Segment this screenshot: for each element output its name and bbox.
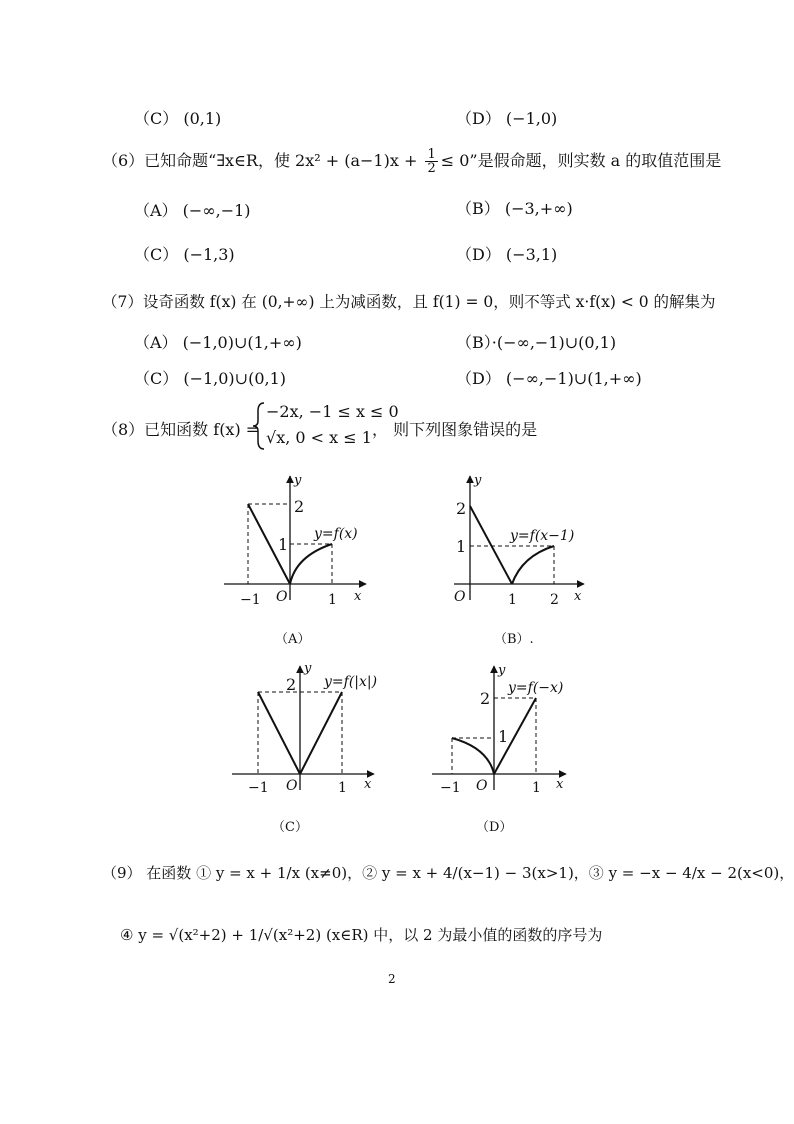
- q6-option-d: （D） (−3,1): [456, 245, 558, 264]
- graph-c-caption: （C）: [272, 820, 308, 835]
- graph-c: [228, 662, 378, 802]
- q9-stem-line-1: （9） 在函数 ① y = x + 1/x (x≠0)，② y = x + 4/(x−1) − 3(x>1)，③ y = −x − 4/x − 2(x<0)，: [102, 864, 794, 882]
- graph-a-tick: −1: [240, 592, 261, 608]
- graph-d-x-label: x: [556, 777, 564, 792]
- graph-a-function-label: y=f(x): [314, 526, 358, 542]
- graph-a-origin: O: [276, 589, 288, 605]
- graph-c-tick: 2: [286, 675, 297, 694]
- q7-option-c: （C） (−1,0)∪(0,1): [134, 369, 287, 388]
- graph-b: [450, 470, 590, 610]
- graph-d: [428, 662, 578, 802]
- graph-b-curve-right: [512, 546, 554, 584]
- graph-b-y-label: y: [474, 473, 482, 488]
- q6-frac-num: 1: [427, 147, 436, 162]
- graph-d-function-label: y=f(−x): [508, 680, 564, 696]
- graph-c-x-label: x: [364, 777, 372, 792]
- graph-b-tick: 2: [550, 592, 559, 608]
- q8-piece-1: −2x, −1 ≤ x ≤ 0: [266, 402, 399, 421]
- graph-c-tick: −1: [248, 780, 269, 796]
- q5-option-c: （C） (0,1): [134, 109, 222, 128]
- graph-d-tick: 2: [480, 689, 491, 708]
- graph-a-tick: 1: [278, 535, 289, 554]
- graph-d-curve-left: [452, 738, 494, 774]
- q6-frac-den: 2: [427, 161, 436, 176]
- graph-c-curve-right: [300, 692, 342, 774]
- q6-stem-part-a: （6）已知命题“∃x∈R，使 2x² + (a−1)x +: [102, 151, 423, 170]
- graph-b-x-label: x: [574, 589, 582, 604]
- q7-stem: （7）设奇函数 f(x) 在 (0,+∞) 上为减函数，且 f(1) = 0，则不等式 x·f(x) < 0 的解集为: [102, 293, 716, 311]
- graph-b-function-label: y=f(x−1): [510, 528, 575, 544]
- graph-b-tick: 2: [456, 499, 467, 518]
- q6-stem-part-b: ≤ 0”是假命题，则实数 a 的取值范围是: [440, 151, 722, 170]
- graph-c-origin: O: [286, 778, 298, 794]
- graph-b-tick: 1: [456, 537, 467, 556]
- graph-d-origin: O: [476, 778, 488, 794]
- q6-fraction: [425, 148, 437, 175]
- graph-d-caption: （D）: [476, 820, 513, 835]
- q6-stem: [102, 148, 721, 175]
- q6-option-a: （A） (−∞,−1): [134, 201, 251, 220]
- page-number: 2: [388, 972, 396, 986]
- q7-option-d: （D） (−∞,−1)∪(1,+∞): [456, 369, 642, 388]
- graph-a-tick: 1: [328, 592, 337, 608]
- graph-b-tick: 1: [508, 592, 517, 608]
- graph-b-caption: （B）.: [494, 632, 534, 647]
- graph-c-curve-left: [258, 692, 300, 774]
- q7-option-a: （A） (−1,0)∪(1,+∞): [134, 333, 302, 352]
- q8-stem-part-a: （8）已知函数 f(x) =: [102, 420, 260, 439]
- graph-a-curve-right: [290, 544, 332, 584]
- graph-b-curve-left: [470, 506, 512, 584]
- q9-stem-line-2: ④ y = √(x²+2) + 1/√(x²+2) (x∈R) 中，以 2 为最小值的函数的序号为: [120, 926, 603, 944]
- q6-option-c: （C） (−1,3): [134, 245, 235, 264]
- graph-b-origin: O: [454, 589, 466, 605]
- graph-a-x-label: x: [354, 589, 362, 604]
- graph-a-tick: 2: [294, 497, 305, 516]
- q6-option-b: （B） (−3,+∞): [456, 199, 573, 218]
- graph-d-tick: −1: [440, 780, 461, 796]
- graph-c-y-label: y: [304, 662, 312, 676]
- graph-a-caption: （A）: [275, 632, 311, 647]
- graph-d-y-label: y: [498, 663, 506, 678]
- graph-d-tick: 1: [498, 727, 509, 746]
- q8-stem-part-b: ， 则下列图象错误的是: [372, 420, 538, 439]
- q7-option-b: （B）·(−∞,−1)∪(0,1): [456, 333, 617, 352]
- q8-piece-2: √x, 0 < x ≤ 1: [266, 428, 372, 447]
- graph-a: [222, 470, 372, 610]
- q5-option-d: （D） (−1,0): [456, 109, 558, 128]
- graph-c-function-label: y=f(|x|): [324, 674, 378, 690]
- graph-d-tick: 1: [532, 780, 541, 796]
- q8-brace: [252, 401, 266, 451]
- graph-c-tick: 1: [338, 780, 347, 796]
- graph-a-y-label: y: [294, 473, 302, 488]
